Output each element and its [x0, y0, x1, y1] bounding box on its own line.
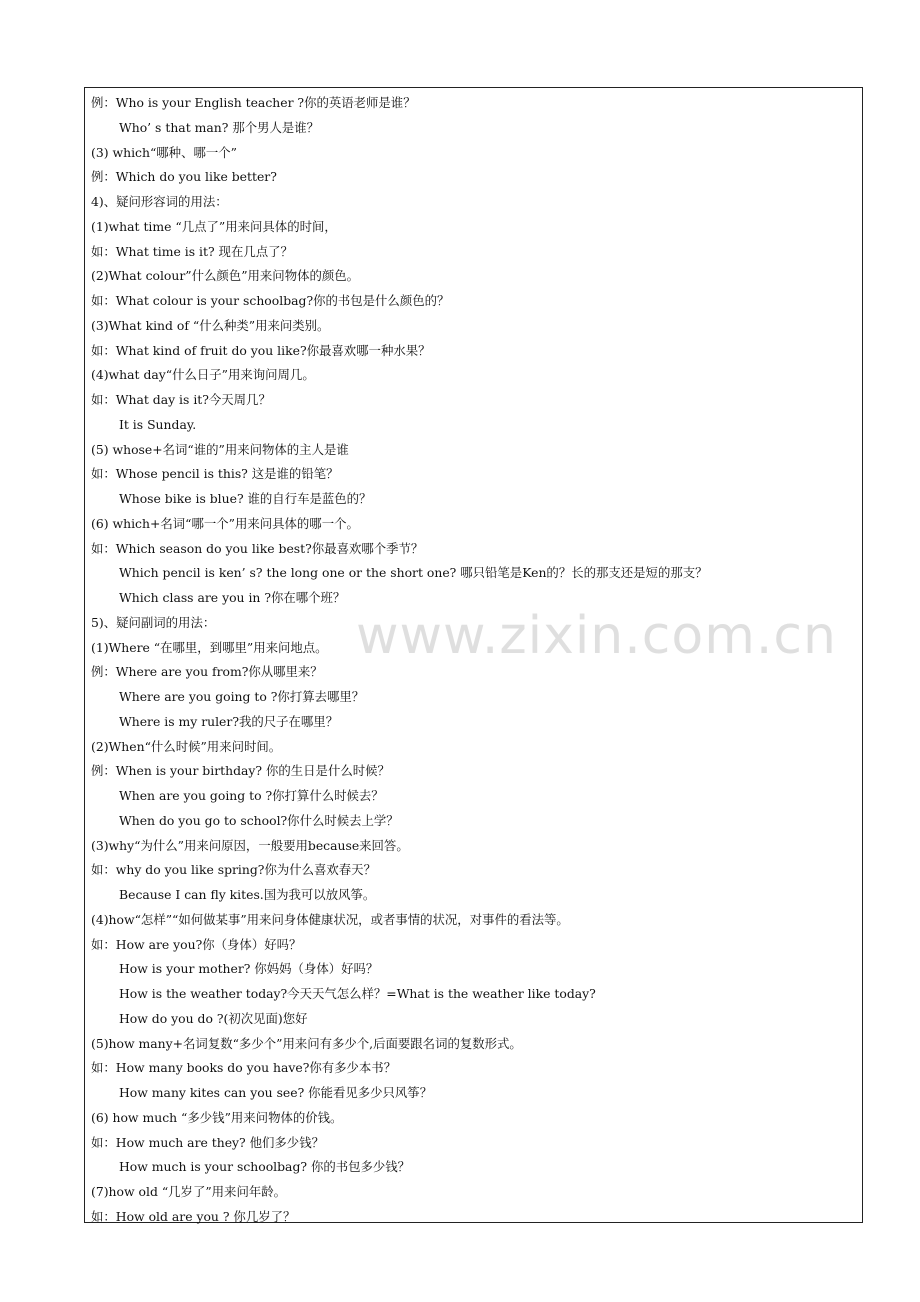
- text-line: (5) whose+名词“谁的”用来问物体的主人是谁: [91, 441, 349, 457]
- text-line: Where are you going to ?你打算去哪里？: [119, 689, 365, 704]
- text-line: 例：When is your birthday? 你的生日是什么时候？: [91, 763, 390, 779]
- text-line: 如：What kind of fruit do you like?你最喜欢哪一种水果？: [91, 342, 431, 358]
- text-line: 如：How many books do you have?你有多少本书？: [91, 1060, 397, 1076]
- text-line: 如：why do you like spring?你为什么喜欢春天？: [91, 862, 376, 878]
- text-line: Who’ s that man? 那个男人是谁？: [119, 119, 320, 135]
- text-line: Which class are you in ?你在哪个班？: [119, 590, 346, 605]
- text-line: How do you do ?(初次见面)您好: [119, 1010, 308, 1026]
- text-line: 如：How old are you ? 你几岁了？: [91, 1208, 296, 1224]
- text-line: 例：Who is your English teacher ?你的英语老师是谁？: [91, 95, 416, 110]
- text-line: (2)What colour”什么颜色”用来问物体的颜色。: [91, 268, 360, 284]
- watermark: www.zixin.com.cn: [356, 606, 837, 666]
- text-line: 例：Which do you like better?: [91, 169, 277, 185]
- text-line: 如：Whose pencil is this? 这是谁的铅笔？: [91, 466, 339, 482]
- text-line: (6) which+名词“哪一个”用来问具体的哪一个。: [91, 515, 359, 531]
- text-line: (4)what day“什么日子”用来询问周几。: [91, 367, 315, 383]
- text-line: How is your mother? 你妈妈（身体）好吗？: [119, 961, 379, 977]
- text-line: How many kites can you see? 你能看见多少只风筝？: [119, 1085, 433, 1100]
- text-line: (6) how much “多少钱”用来问物体的价钱。: [91, 1109, 343, 1125]
- text-line: (3)What kind of “什么种类”用来问类别。: [91, 317, 330, 333]
- text-line: 如：How much are they? 他们多少钱？: [91, 1134, 324, 1150]
- text-line: Because I can fly kites.国为我可以放风筝。: [119, 887, 376, 902]
- text-line: How is the weather today?今天天气怎么样？=What is the weather like today?: [119, 986, 596, 1001]
- text-line: 如：What colour is your schoolbag?你的书包是什么颜色的？: [91, 293, 450, 308]
- text-line: When are you going to ?你打算什么时候去？: [119, 788, 384, 803]
- text-line: (3) which“哪种、哪一个”: [91, 144, 237, 160]
- text-line: 例：Where are you from?你从哪里来？: [91, 664, 323, 680]
- text-line: 如：What time is it? 现在几点了？: [91, 243, 293, 259]
- text-line: 5)、疑问副词的用法：: [91, 614, 216, 630]
- text-line: (1)Where “在哪里，到哪里”用来问地点。: [91, 639, 328, 655]
- text-line: (5)how many+名词复数“多少个”用来问有多少个,后面要跟名词的复数形式。: [91, 1035, 522, 1051]
- text-line: Which pencil is ken’ s? the long one or the short one? 哪只铅笔是Ken的？长的那支还是短的那支？: [119, 565, 708, 581]
- text-line: (7)how old “几岁了”用来问年龄。: [91, 1184, 287, 1199]
- text-line: 如：How are you?你（身体）好吗？: [91, 936, 302, 952]
- text-line: Where is my ruler?我的尺子在哪里？: [119, 713, 339, 729]
- text-line: (1)what time “几点了”用来问具体的时间，: [91, 218, 337, 234]
- text-line: How much is your schoolbag? 你的书包多少钱？: [119, 1159, 411, 1175]
- text-line: (3)why“为什么”用来问原因，一般要用because来回答。: [91, 837, 409, 853]
- text-line: (4)how“怎样”“如何做某事”用来问身体健康状况，或者事情的状况，对事件的看法等。: [91, 911, 569, 927]
- text-line: 如：What day is it?今天周几？: [91, 392, 271, 407]
- text-line: (2)When“什么时候”用来问时间。: [91, 738, 282, 754]
- text-line: When do you go to school?你什么时候去上学？: [119, 812, 399, 828]
- text-line: It is Sunday.: [119, 416, 197, 432]
- text-line: 如：Which season do you like best?你最喜欢哪个季节？: [91, 540, 424, 556]
- text-line: Whose bike is blue? 谁的自行车是蓝色的？: [119, 491, 372, 506]
- text-line: 4)、疑问形容词的用法：: [91, 194, 228, 209]
